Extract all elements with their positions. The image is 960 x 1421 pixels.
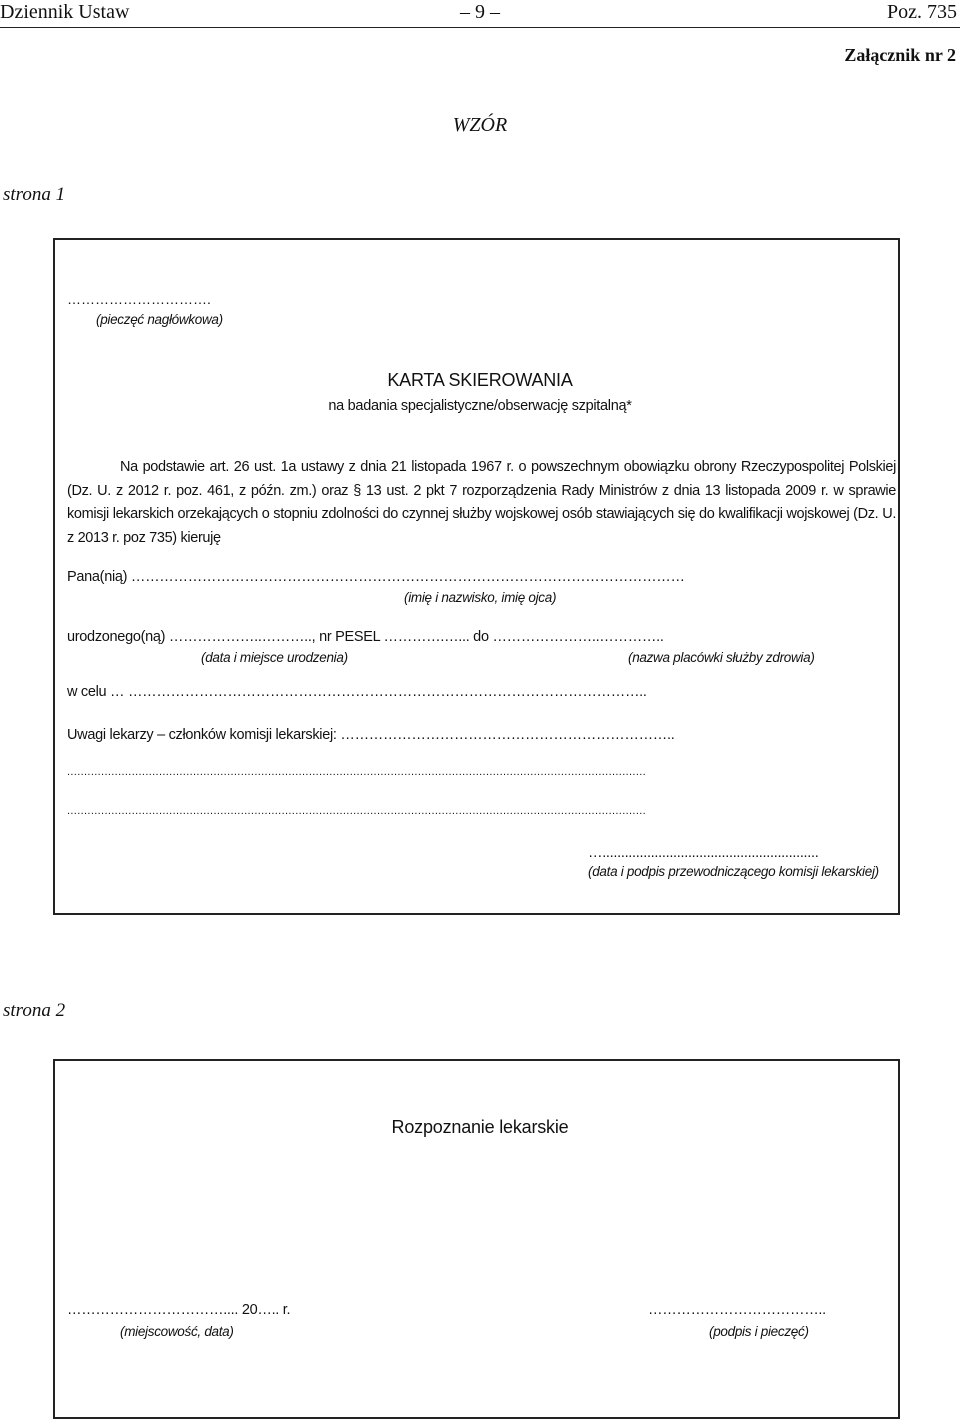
sign-stamp-caption: (podpis i pieczęć) xyxy=(709,1324,809,1339)
signature-dots: ….......................................................... xyxy=(588,845,819,861)
legal-basis-text xyxy=(67,456,896,550)
position-number: Poz. 735 xyxy=(887,1,957,23)
name-field: Pana(nią) ……………………………………………………………………………………………………… xyxy=(67,569,685,585)
page-2-label: strona 2 xyxy=(3,1000,66,1021)
card-title: KARTA SKIEROWANIA xyxy=(387,370,573,390)
purpose-field: w celu … ……………………………………………………………………………………………….. xyxy=(67,684,647,700)
place-date-field: …………………………….... 20….. r. xyxy=(67,1302,291,1318)
diagnosis-title: Rozpoznanie lekarskie xyxy=(391,1117,569,1137)
birth-pesel-field: urodzonego(ną) ………………..……….., nr PESEL ………….…... do …………………..………….. xyxy=(67,629,664,645)
card-subtitle: na badania specjalistyczne/obserwację szpitalną* xyxy=(328,398,632,414)
stamp-caption: (pieczęć nagłówkowa) xyxy=(96,312,223,327)
place-date-caption: (miejscowość, data) xyxy=(120,1324,234,1339)
template-label: WZÓR xyxy=(452,114,508,136)
journal-name: Dziennik Ustaw xyxy=(0,1,130,23)
page-number: – 9 – xyxy=(460,1,500,23)
birth-caption: (data i miejsce urodzenia) xyxy=(201,650,348,665)
legal-basis-content: Na podstawie art. 26 ust. 1a ustawy z dnia 21 listopada 1967 r. o powszechnym obowiązku obrony Rzeczypospolitej Polskiej (Dz. U. z 2012 r. poz. 461, z późn. zm.) oraz § 13 ust. 2 pkt 7 rozporządzenia Rady Ministrów z dnia 13 listopada 2009 r. w sprawie komisji lekarskich orzekających o stopniu zdolności do czynnej służby wojskowej osób stawiających się do kwalifikacji wojskowej (Dz. U. z 2013 r. poz 735) kieruję xyxy=(67,459,896,546)
facility-caption: (nazwa placówki służby zdrowia) xyxy=(628,650,815,665)
header-divider xyxy=(0,27,960,28)
remarks-dots-1: .......................................................................................................................................................................... xyxy=(67,766,647,778)
referral-card-back xyxy=(53,1059,900,1419)
sign-stamp-field: ……………………………….. xyxy=(648,1302,826,1318)
page-1-label: strona 1 xyxy=(3,184,66,205)
name-caption: (imię i nazwisko, imię ojca) xyxy=(404,590,557,605)
signature-caption: (data i podpis przewodniczącego komisji lekarskiej) xyxy=(588,864,879,879)
attachment-label: Załącznik nr 2 xyxy=(844,45,956,65)
remarks-field: Uwagi lekarzy – członków komisji lekarskiej: …………………………………………………………….. xyxy=(67,727,675,743)
stamp-dots: …………………………. xyxy=(67,291,211,307)
remarks-dots-2: .......................................................................................................................................................................... xyxy=(67,805,647,817)
